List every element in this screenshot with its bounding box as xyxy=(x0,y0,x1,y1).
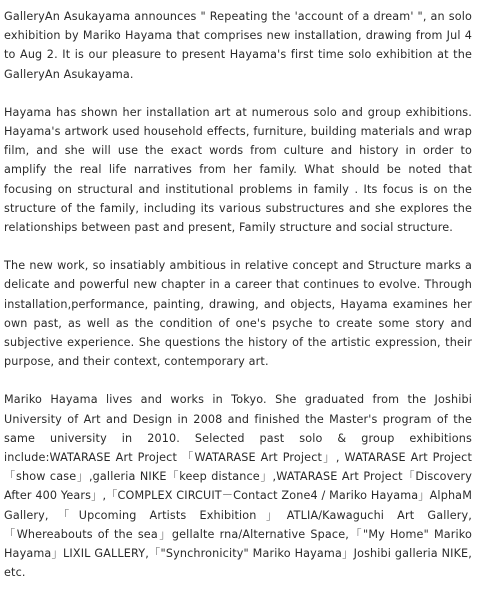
biography-paragraph: Mariko Hayama lives and works in Tokyo. She graduated from the Joshibi University of Art and Design in 2008 and finished the Master's program of the same university in 2010. Selected past solo & group exhibitions include:WATARASE Art Project 「WATARASE Art Project」, WATARASE Art Project「show case」,galleria NIKE「keep distance」,WATARASE Art Project「Discovery After 400 Years」,「COMPLEX CIRCUIT－Contact Zone4 / Mariko Hayama」AlphaM Gallery,「Upcoming Artists Exhibition」ATLIA/Kawaguchi Art Gallery,「Whereabouts of the sea」gellalte rna/Alternative Space,「"My Home" Mariko Hayama」LIXIL GALLERY,「"Synchronicity" Mariko Hayama」Joshibi galleria NIKE, etc. xyxy=(4,393,472,580)
press-release-body xyxy=(4,7,472,582)
new-work-paragraph: The new work, so insatiably ambitious in relative concept and Structure marks a delicate and powerful new chapter in a career that continues to evolve. Through installation,performance, painting, drawing, and objects, Hayama examines her own past, as well as the condition of one's psyche to create some story and subjective experience. She questions the history of the artistic expression, their purpose, and their context, contemporary art. xyxy=(4,259,472,369)
intro-paragraph: GalleryAn Asukayama announces " Repeating the 'account of a dream' ", an solo exhibition by Mariko Hayama that comprises new installation, drawing from Jul 4 to Aug 2. It is our pleasure to present Hayama's first time solo exhibition at the GalleryAn Asukayama. xyxy=(4,10,472,81)
artist-practice-paragraph: Hayama has shown her installation art at numerous solo and group exhibitions. Hayama's artwork used household effects, furniture, building materials and wrap film, and she will use the exact words from culture and history in order to amplify the real life narratives from her family. What should be noted that focusing on structural and institutional problems in family . Its focus is on the structure of the family, including its various substructures and she explores the relationships between past and present, Family structure and social structure. xyxy=(4,105,472,235)
